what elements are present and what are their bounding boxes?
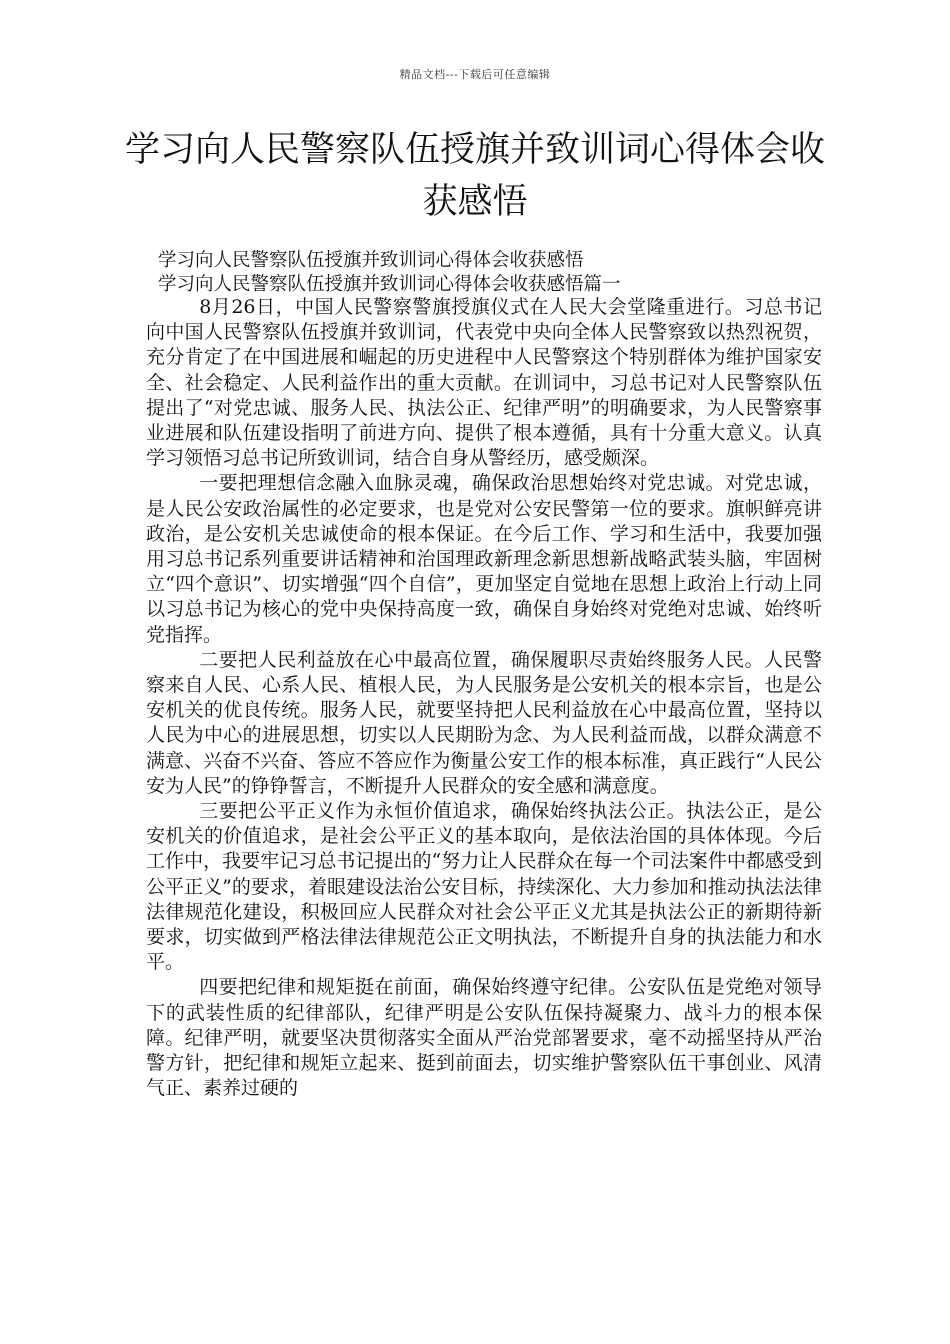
- paragraph-5: 四要把纪律和规矩挺在前面，确保始终遵守纪律。公安队伍是党绝对领导下的武装性质的纪律部队，纪律严明是公安队伍保持凝聚力、战斗力的根本保障。纪律严明，就要坚决贯彻落实全面从严治党部署要求，毫不动摇坚持从严治警方针，把纪律和规矩立起来、挺到前面去，切实维护警察队伍干事创业、风清气正、素养过硬的: [146, 976, 822, 1100]
- paragraph-2: 一要把理想信念融入血脉灵魂，确保政治思想始终对党忠诚。对党忠诚，是人民公安政治属性的必定要求，也是党对公安民警第一位的要求。旗帜鲜亮讲政治，是公安机关忠诚使命的根本保证。在今后工作、学习和生活中，我要加强用习总书记系列重要讲话精神和治国理政新理念新思想新战略武装头脑，牢固树立“四个意识”、切实增强“四个自信”，更加坚定自觉地在思想上政治上行动上同以习总书记为核心的党中央保持高度一致，确保自身始终对党绝对忠诚、始终听党指挥。: [146, 472, 822, 646]
- paragraph-1: 8月26日，中国人民警察警旗授旗仪式在人民大会堂隆重进行。习总书记向中国人民警察队伍授旗并致训词，代表党中央向全体人民警察致以热烈祝贺，充分肯定了在中国进展和崛起的历史进程中人民警察这个特别群体为维护国家安全、社会稳定、人民利益作出的重大贡献。在训词中，习总书记对人民警察队伍提出了“对党忠诚、服务人民、执法公正、纪律严明”的明确要求，为人民警察事业进展和队伍建设指明了前进方向、提供了根本遵循，具有十分重大意义。认真学习领悟习总书记所致训词，结合自身从警经历，感受颇深。: [146, 296, 822, 470]
- subheading-2: 学习向人民警察队伍授旗并致训词心得体会收获感悟篇一: [158, 274, 621, 295]
- body-text: [146, 295, 822, 1102]
- paragraph-4: 三要把公平正义作为永恒价值追求，确保始终执法公正。执法公正，是公安机关的价值追求，是社会公平正义的基本取向，是依法治国的具体体现。今后工作中，我要牢记习总书记提出的“努力让人民群众在每一个司法案件中都感受到公平正义”的要求，着眼建设法治公安目标，持续深化、大力参加和推动执法法律法律规范化建设，积极回应人民群众对社会公平正义尤其是执法公正的新期待新要求，切实做到严格法律法律规范公正文明执法，不断提升自身的执法能力和水平。: [146, 800, 822, 974]
- subheading-1: 学习向人民警察队伍授旗并致训词心得体会收获感悟: [158, 250, 584, 271]
- document-title: 学习向人民警察队伍授旗并致训词心得体会收获感悟: [124, 130, 825, 222]
- header-note: 精品文档---下载后可任意编辑: [399, 68, 551, 81]
- paragraph-3: 二要把人民利益放在心中最高位置，确保履职尽责始终服务人民。人民警察来自人民、心系人民、植根人民，为人民服务是公安机关的根本宗旨，也是公安机关的优良传统。服务人民，就要坚持把人民利益放在心中最高位置，坚持以人民为中心的进展思想，切实以人民期盼为念、为人民利益而战，以群众满意不满意、兴奋不兴奋、答应不答应作为衡量公安工作的根本标准，真正践行“人民公安为人民”的铮铮誓言，不断提升人民群众的安全感和满意度。: [146, 648, 822, 797]
